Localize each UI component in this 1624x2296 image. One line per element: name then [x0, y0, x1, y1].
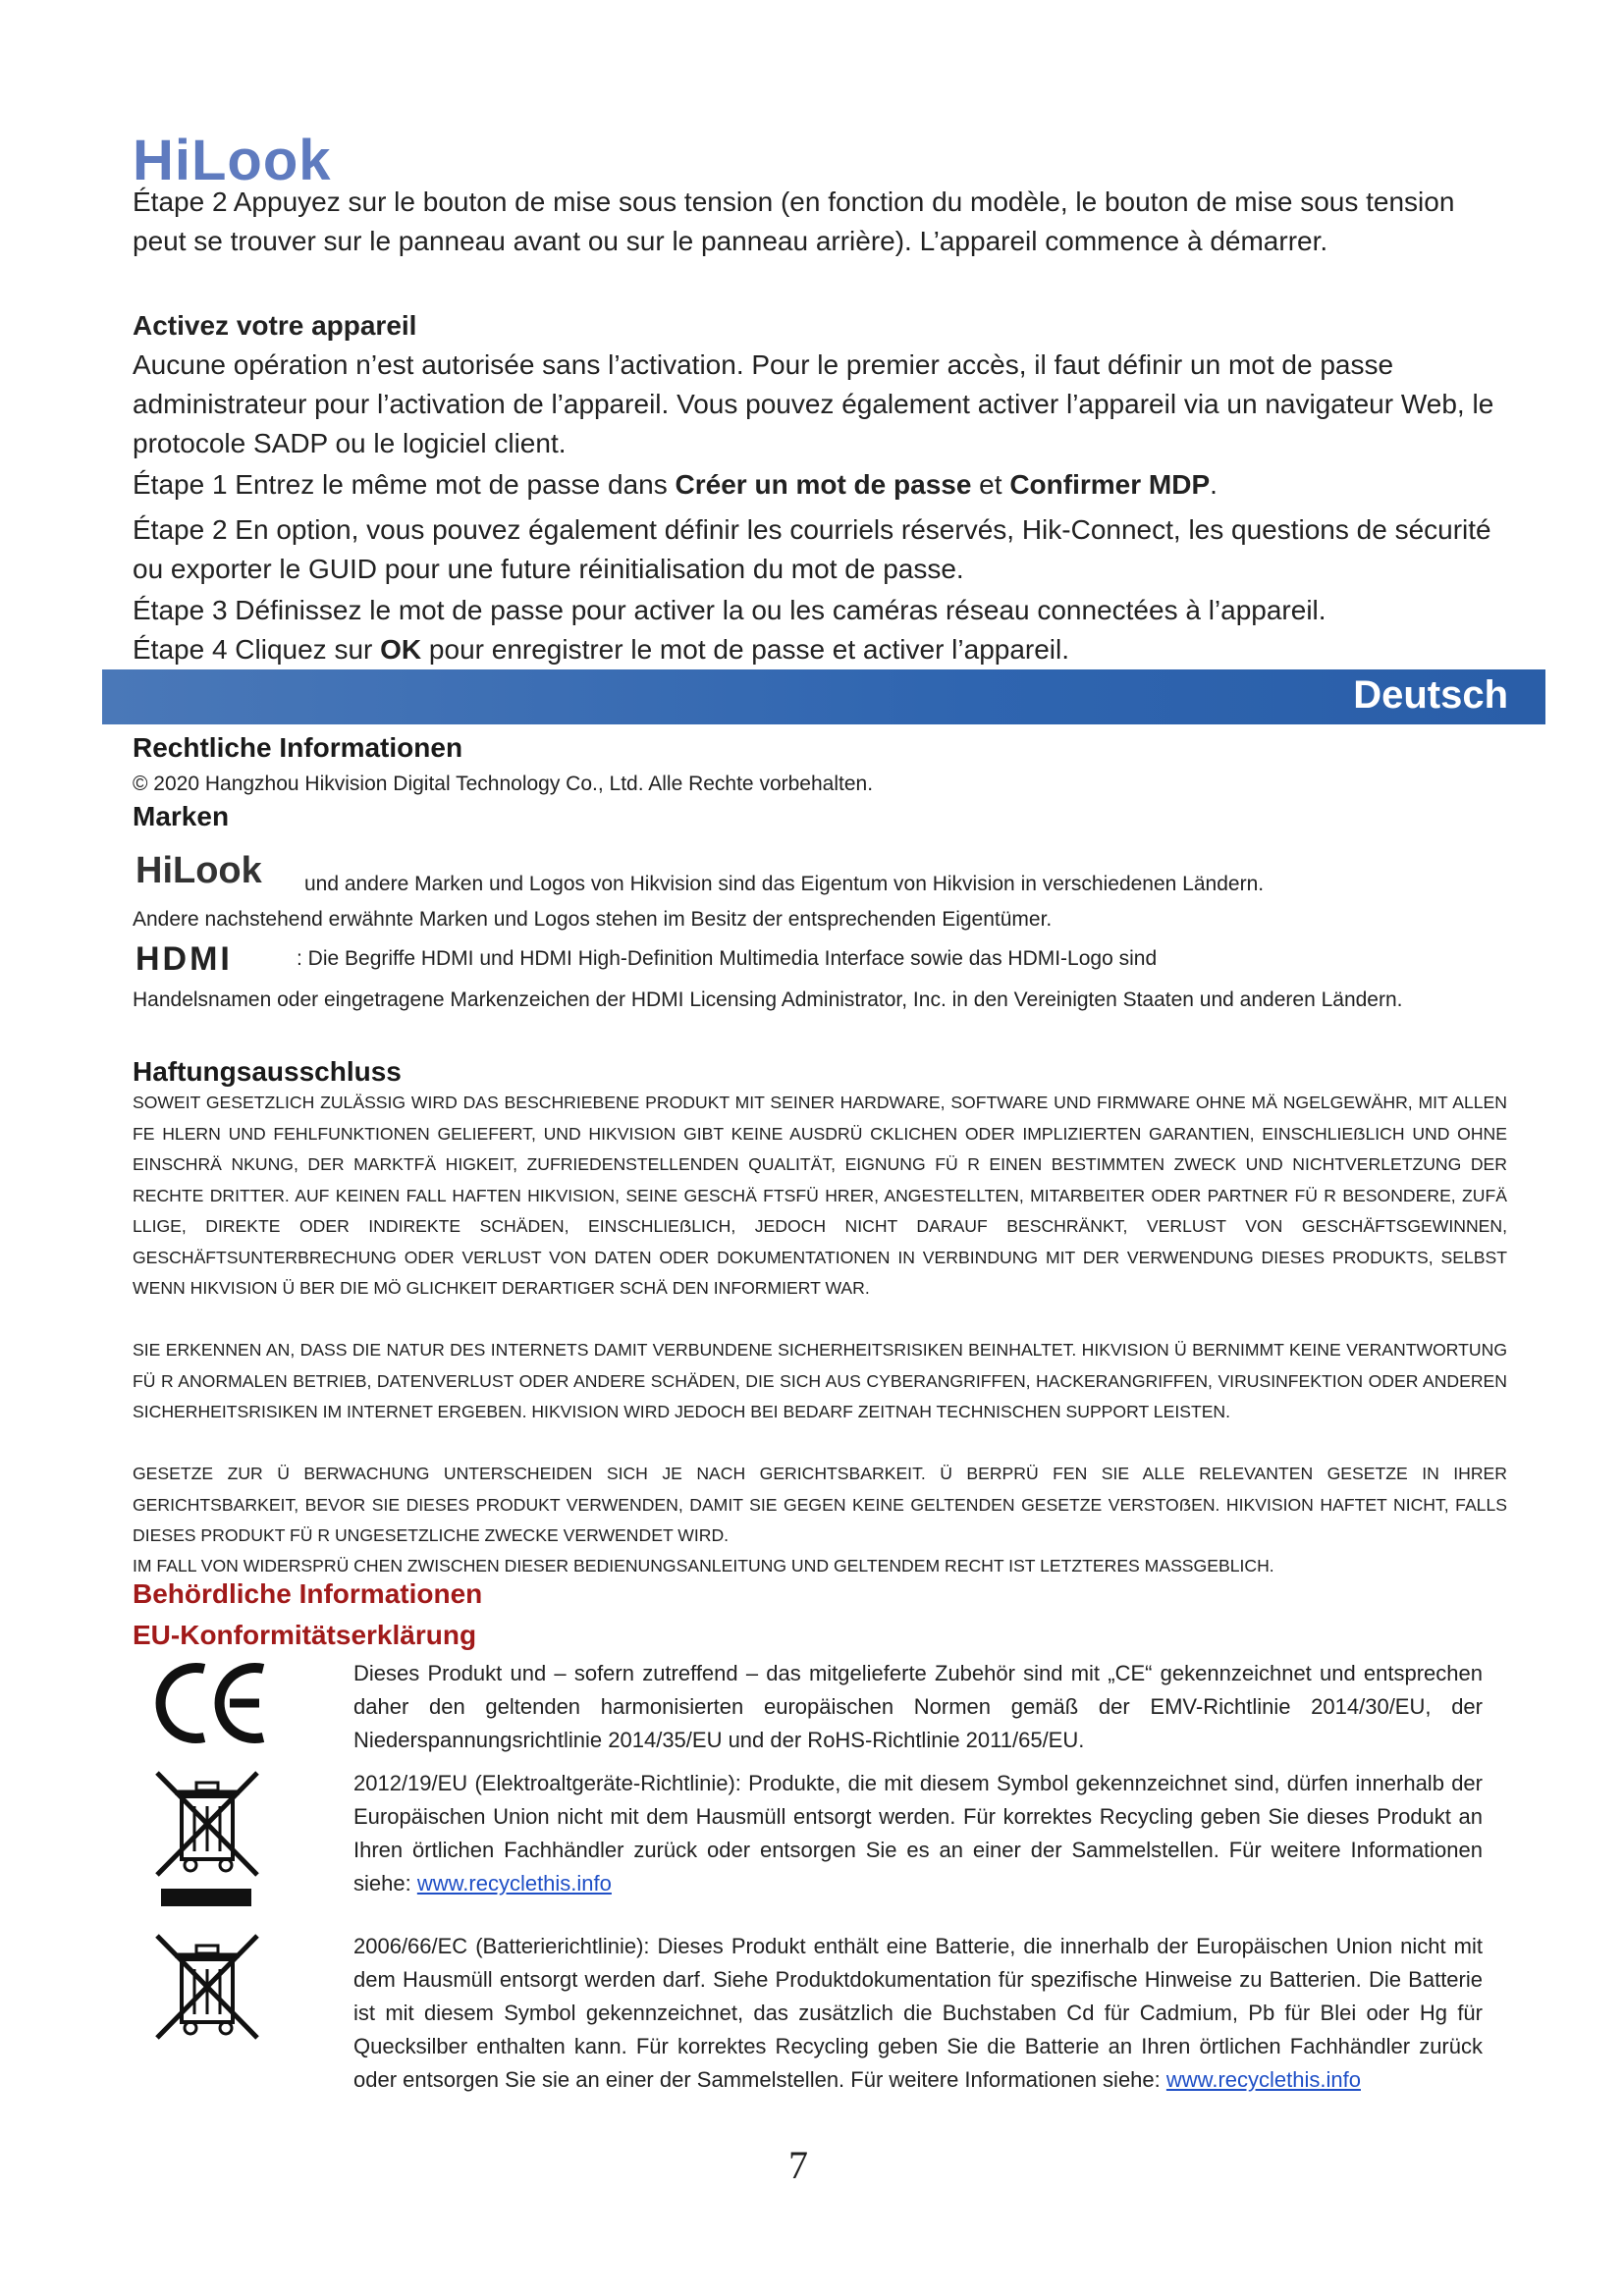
- fr-step3: Étape 3 Définissez le mot de passe pour activer la ou les caméras réseau connectées à l’appareil.: [133, 595, 1326, 625]
- hdmi-line1: : Die Begriffe HDMI und HDMI High-Definition Multimedia Interface sowie das HDMI-Logo sind: [297, 947, 1158, 970]
- hilook-logo: HiLook: [133, 129, 332, 192]
- fr-step4: [133, 630, 1507, 669]
- battery-body: 2006/66/EC (Batterierichtlinie): Dieses Produkt enthält eine Batterie, die innerhalb der Europäischen Union nicht mit dem Hausmüll entsorgt werden darf. Siehe Produktdokumentation für spezifische Hinweise zu Batterien. Die Batterie ist mit diesem Symbol gekennzeichnet, das zusätzlich die Buchstaben Cd für Cadmium, Pb für Blei oder Hg für Quecksilber enthalten kann. Für korrektes Recycling geben Sie die Batterie an Ihren örtlichen Fachhändler zurück oder entsorgen Sie sie an einer der Sammelstellen. Für weitere Informationen siehe:: [353, 1934, 1483, 2092]
- hdmi-logo: HDMI: [135, 940, 233, 978]
- disclaimer-p2: SIE ERKENNEN AN, DASS DIE NATUR DES INTERNETS DAMIT VERBUNDENE SICHERHEITSRISIKEN BEINHALTET. HIKVISION Ü BERNIMMT KEINE VERANTWORTUNG FÜ R ANORMALEN BETRIEB, DATENVERLUST ODER ANDERE SCHÄDEN, DIE SICH AUS CYBERANGRIFFEN, HACKERANGRIFFEN, VIRUSINFEKTION ODER ANDEREN SICHERHEITSRISIKEN IM INTERNET ERGEBEN. HIKVISION WIRD JEDOCH BEI BEDARF ZEITNAH TECHNISCHEN SUPPORT LEISTEN.: [133, 1340, 1507, 1421]
- fr-step4-pre: Étape 4 Cliquez sur: [133, 634, 381, 665]
- fr-step1: [133, 465, 1507, 505]
- legal-heading: Rechtliche Informationen: [133, 732, 463, 763]
- fr-activate-intro: Aucune opération n’est autorisée sans l’activation. Pour le premier accès, il faut définir un mot de passe administrateur pour l’activation de l’appareil. Vous pouvez également activer l’appareil via un navigateur Web, le protocole SADP ou le logiciel client.: [133, 349, 1494, 458]
- page-number: 7: [788, 2143, 808, 2187]
- hdmi-line2: Handelsnamen oder eingetragene Markenzeichen der HDMI Licensing Administrator, Inc. in den Vereinigten Staaten und anderen Ländern.: [133, 988, 1403, 1011]
- copyright-line: © 2020 Hangzhou Hikvision Digital Technology Co., Ltd. Alle Rechte vorbehalten.: [133, 773, 874, 795]
- fr-step1-pre: Étape 1 Entrez le même mot de passe dans: [133, 469, 676, 500]
- battery-bin-icon: [147, 1930, 265, 2053]
- disclaimer-p4: IM FALL VON WIDERSPRÜ CHEN ZWISCHEN DIESER BEDIENUNGSANLEITUNG UND GELTENDEM RECHT IST LETZTERES MASSGEBLICH.: [133, 1556, 1274, 1575]
- fr-step1-bold2: Confirmer MDP: [1009, 469, 1211, 500]
- regulatory-heading: Behördliche Informationen: [133, 1578, 483, 1609]
- battery-link[interactable]: www.recyclethis.info: [1165, 2067, 1361, 2092]
- weee-body: 2012/19/EU (Elektroaltgeräte-Richtlinie): Produkte, die mit diesem Symbol gekennzeichnet sind, dürfen innerhalb der Europäischen Union nicht mit dem Hausmüll entsorgt werden. Für korrektes Recycling geben Sie dieses Produkt an Ihren örtlichen Fachhändler zurück oder entsorgen Sie es an einer der Sammelstellen. Für weitere Informationen siehe:: [353, 1771, 1483, 1896]
- marks-heading: Marken: [133, 801, 230, 831]
- battery-text: [353, 1930, 1483, 2097]
- disclaimer-heading: Haftungsausschluss: [133, 1056, 402, 1087]
- weee-link[interactable]: www.recyclethis.info: [416, 1871, 612, 1896]
- ce-mark-icon: [147, 1659, 275, 1747]
- fr-step1-bold1: Créer un mot de passe: [675, 469, 972, 500]
- fr-step2-option: Étape 2 En option, vous pouvez également définir les courriels réservés, Hik-Connect, les questions de sécurité ou exporter le GUID pour une future réinitialisation du mot de passe.: [133, 514, 1491, 584]
- disclaimer-p1: SOWEIT GESETZLICH ZULÄSSIG WIRD DAS BESCHRIEBENE PRODUKT MIT SEINER HARDWARE, SOFTWARE UND FIRMWARE OHNE MÄ NGELGEWÄHR, MIT ALLEN FE HLERN UND FEHLFUNKTIONEN GELIEFERT, UND HIKVISION GIBT KEINE AUSDRÜ CKLICHEN ODER IMPLIZIERTEN GARANTIEN, EINSCHLIEẞLICH UND OHNE EINSCHRÄ NKUNG, DER MARKTFÄ HIGKEIT, ZUFRIEDENSTELLENDEN QUALITÄT, EIGNUNG FÜ R EINEN BESTIMMTEN ZWECK UND NICHTVERLETZUNG DER RECHTE DRITTER. AUF KEINEN FALL HAFTEN HIKVISION, SEINE GESCHÄ FTSFÜ HRER, ANGESTELLTEN, MITARBEITER ODER PARTNER FÜ R BESONDERE, ZUFÄ LLIGE, DIREKTE ODER INDIREKTE SCHÄDEN, EINSCHLIEẞLICH, JEDOCH NICHT DARAUF BESCHRÄNKT, VERLUST VON GESCHÄFTSGEWINNEN, GESCHÄFTSUNTERBRECHUNG ODER VERLUST VON DATEN ODER DOKUMENTATIONEN IN VERBINDUNG MIT DER VERWENDUNG DIESES PRODUKTS, SELBST WENN HIKVISION Ü BER DIE MÖ GLICHKEIT DERARTIGER SCHÄ DEN INFORMIERT WAR.: [133, 1093, 1507, 1298]
- hilook-inline-logo: HiLook: [135, 850, 262, 891]
- banner-label: Deutsch: [1353, 673, 1508, 717]
- weee-bin-icon: [147, 1767, 265, 1914]
- ce-text: Dieses Produkt und – sofern zutreffend – das mitgelieferte Zubehör sind mit „CE“ gekennzeichnet und entsprechen daher den geltenden harmonisierten europäischen Normen gemäß der EMV-Richtlinie 2014/30/EU, der Niederspannungsrichtlinie 2014/35/EU und der RoHS-Richtlinie 2011/65/EU.: [353, 1661, 1483, 1752]
- fr-step1-post: .: [1210, 469, 1218, 500]
- fr-activate-heading: Activez votre appareil: [133, 310, 417, 341]
- eu-heading: EU-Konformitätserklärung: [133, 1620, 477, 1650]
- fr-step4-bold: OK: [380, 634, 422, 665]
- fr-step4-post: pour enregistrer le mot de passe et activer l’appareil.: [421, 634, 1070, 665]
- disclaimer-p3: GESETZE ZUR Ü BERWACHUNG UNTERSCHEIDEN SICH JE NACH GERICHTSBARKEIT. Ü BERPRÜ FEN SIE ALLE RELEVANTEN GESETZE IN IHRER GERICHTSBARKEIT, BEVOR SIE DIESES PRODUKT VERWENDEN, DAMIT SIE GEGEN KEINE GELTENDEN GESETZE VERSTOẞEN. HIKVISION HAFTET NICHT, FALLS DIESES PRODUKT FÜ R UNGESETZLICHE ZWECKE VERWENDET WIRD.: [133, 1464, 1507, 1545]
- fr-step1-mid: et: [971, 469, 1010, 500]
- language-banner: [102, 669, 1545, 724]
- weee-text: [353, 1767, 1483, 1900]
- marks-other-text: Andere nachstehend erwähnte Marken und Logos stehen im Besitz der entsprechenden Eigentümer.: [133, 908, 1053, 931]
- marks-hilook-text: und andere Marken und Logos von Hikvision sind das Eigentum von Hikvision in verschiedenen Ländern.: [304, 873, 1265, 895]
- fr-step2-power: Étape 2 Appuyez sur le bouton de mise sous tension (en fonction du modèle, le bouton de mise sous tension peut se trouver sur le panneau avant ou sur le panneau arrière). L’appareil commence à démarrer.: [133, 187, 1455, 256]
